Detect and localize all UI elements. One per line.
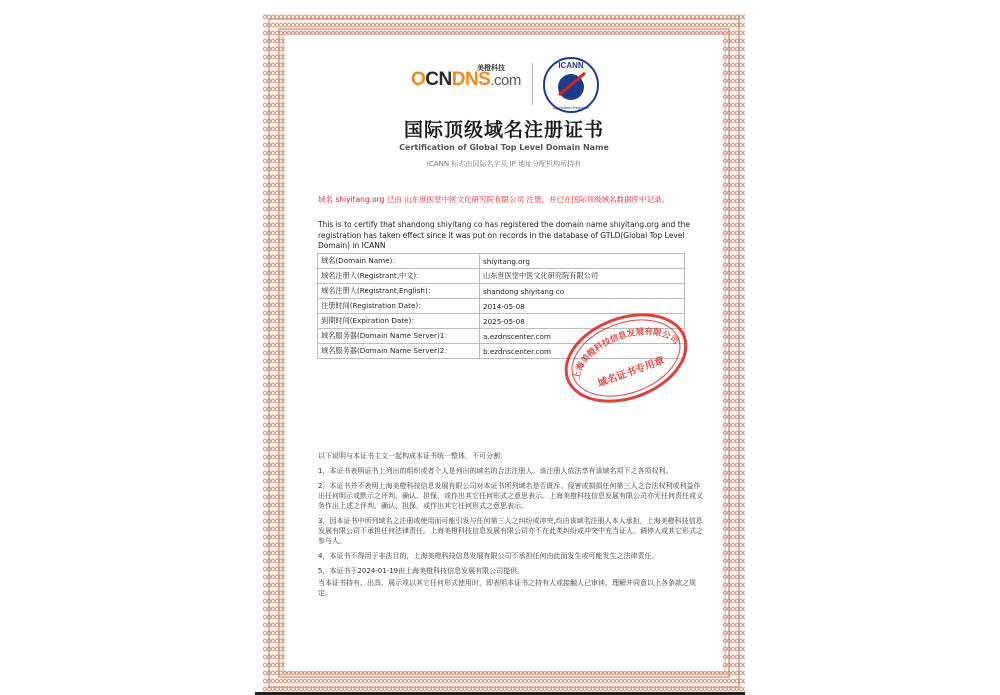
cndns-chinese-label: 美橙科技: [477, 64, 505, 72]
statement-english: This is to certify that shandong shiyitang co has registered the domain name shiyitang.org and the registration has taken effect since it was put on records in the database of GTLD(Global Top Level Domain) in ICANN: [318, 220, 691, 250]
notes-intro: 以下说明与本证书主文一起构成本证书统一整体，不可分割：: [318, 452, 507, 460]
table-row: 域名(Domain Name)： shiyitang.org: [318, 254, 685, 269]
svg-text:上海美橙科技信息发展有限公司: 上海美橙科技信息发展有限公司: [572, 327, 681, 381]
table-row: 域名服务器(Domain Name Server)2： b.ezdnscenter.com: [318, 344, 685, 359]
terms-notes: [318, 451, 703, 603]
svg-text:域名证书专用章: 域名证书专用章: [596, 355, 667, 390]
svg-text:Accredited Registrar: Accredited Registrar: [552, 105, 590, 110]
statement-chinese: 域名 shiyitang.org 已由 山东世医堂中医文化研究院有限公司 注册，并已在国际顶级域名数据库中记录。: [318, 195, 670, 204]
cndns-logo: OCNDNS.com: [411, 69, 521, 90]
logo-divider: [532, 63, 533, 105]
table-row: 域名服务器(Domain Name Server)1： a.ezdnscenter.com: [318, 329, 685, 344]
certificate: [263, 13, 745, 693]
table-row: 域名注册人(Registrant,English)： shandong shiyitang co: [318, 284, 685, 299]
list-item: 5，本证书于2024-01-19由上海美橙科技信息发展有限公司提供。: [318, 567, 525, 575]
table-row: 注册时间(Registration Date)： 2014-05-08: [318, 299, 685, 314]
logo-area: [263, 13, 745, 108]
certificate-title: 国际顶级域名注册证书: [403, 119, 604, 141]
orange-logo-icon: O: [411, 69, 426, 90]
list-item: 3，因本证书中所列域名之注册或使用而可能引发与任何第三人之纠纷或冲突,均由该域名注册人本人承担，上海美橙科技信息发展有限公司不承担任何法律责任。上海美橙科技信息发展有限公司亦不在此类纠纷或冲突中充当证人、调停人或其它形式之参与人。: [318, 517, 703, 545]
company-seal-stamp: [556, 308, 696, 408]
issuer-note: ICANN 标志由国际名字及 IP 地址分配机构所持有: [426, 160, 582, 168]
icann-seal-icon: [541, 55, 601, 115]
list-item: 4，本证书不得用于非法目的，上海美橙科技信息发展有限公司不承担任何由此而发生或可能发生之法律责任。: [318, 552, 659, 560]
notes-closing: 当本证书持有、出具、展示或以其它任何形式使用时，即表明本证书之持有人或接触人已审读、理解并同意以上各条款之规定。: [318, 579, 696, 597]
svg-text:ICANN: ICANN: [558, 61, 584, 70]
certificate-subtitle: Certification of Global Top Level Domain Name: [399, 143, 609, 152]
list-item: 1，本证书表明证书上列出的组织或者个人是列出的域名的合法注册人。该注册人依法享有该域名项下之各项权利。: [318, 467, 673, 475]
list-item: 2，本证书并不表明上海美橙科技信息发展有限公司对本证书所列域名是否既斥、侵害或损损任何第三人之合法权利或利益作出任何明示或默示之评判、确认、担保，或作出其它任何形式之意思表示。上海美橙科技信息发展有限公司亦无任何责任或义务作出上述之评判、确认、担保，或作出其它任何形式之意思表示。: [318, 482, 703, 510]
table-row: 到期时间(Expiration Date)： 2025-05-08: [318, 314, 685, 329]
table-row: 域名注册人(Registrant,中文)： 山东世医堂中医文化研究院有限公司: [318, 269, 685, 284]
